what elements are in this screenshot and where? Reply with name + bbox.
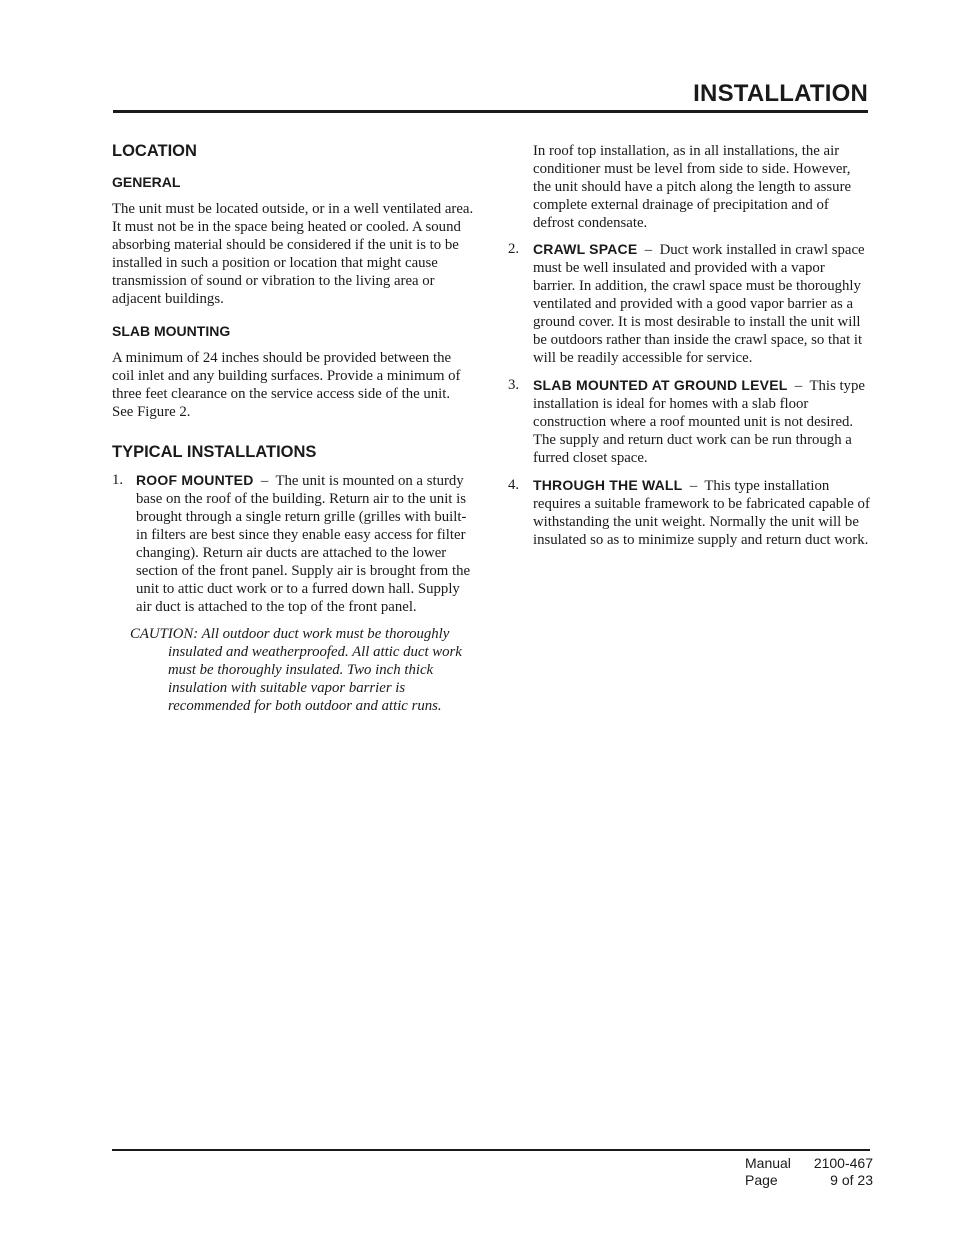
item-lead: THROUGH THE WALL — [533, 477, 683, 493]
list-number: 1. — [112, 472, 124, 488]
list-number: 3. — [508, 377, 520, 393]
page-number: 9 of 23 — [830, 1172, 873, 1188]
right-column — [508, 140, 870, 549]
manual-number: 2100-467 — [813, 1155, 873, 1171]
slab-mounting-heading: SLAB MOUNTING — [112, 323, 231, 339]
roof-continued-paragraph: In roof top installation, as in all installations, the air conditioner must be level from side to side. However, the unit should have a pitch along the length to assure complete external drainage of precipitation and of defrost condensate. — [533, 143, 852, 231]
page-label: Page — [745, 1172, 778, 1188]
manual-label: Manual — [745, 1155, 791, 1171]
page-title: INSTALLATION — [693, 80, 868, 107]
general-paragraph: The unit must be located outside, or in a well ventilated area. It must not be in the space being heated or cooled. A sound absorbing material should be considered if the unit is to be installed in such a position or location that might cause transmission of sound or vibration to the living area or adjacent buildings. — [112, 201, 474, 307]
item-text: This type installation requires a suitable framework to be fabricated capable of withstanding the unit weight. Normally the unit will be insulated so as to minimize supply and return duct work. — [533, 478, 870, 548]
list-item-crawl-space — [508, 240, 870, 367]
list-item-roof-mounted — [112, 471, 474, 616]
item-dash: – — [794, 378, 803, 394]
item-text: This type installation is ideal for homes with a slab floor construction where a roof mounted unit is not desired. The supply and return duct work can be run through a furred closet space. — [533, 378, 865, 466]
header-rule — [113, 110, 868, 113]
list-item-through-the-wall — [508, 476, 870, 549]
location-heading: LOCATION — [112, 142, 197, 160]
page-footer — [745, 1155, 873, 1189]
item-lead: ROOF MOUNTED — [136, 472, 254, 488]
left-column — [112, 140, 474, 715]
item-dash: – — [644, 242, 653, 258]
footer-manual-row — [745, 1155, 873, 1172]
list-item-slab-mounted — [508, 376, 870, 467]
list-number: 4. — [508, 477, 520, 493]
typical-installations-heading: TYPICAL INSTALLATIONS — [112, 443, 317, 461]
item-dash: – — [260, 473, 269, 489]
item-lead: CRAWL SPACE — [533, 241, 638, 257]
item-lead: SLAB MOUNTED AT GROUND LEVEL — [533, 377, 788, 393]
item-text: Duct work installed in crawl space must be well insulated and provided with a vapor barrier. In addition, the crawl space must be thoroughly ventilated and provided with a good vapor barrier as a ground cover. It is most desirable to install the unit will be outdoors rather than inside the crawl space, so that it will be readily accessible for service. — [533, 242, 865, 366]
slab-mounting-paragraph: A minimum of 24 inches should be provided between the coil inlet and any building surfaces. Provide a minimum of three feet clearance on the service access side of the unit. See Figure 2. — [112, 350, 461, 420]
footer-rule — [112, 1149, 870, 1151]
item-dash: – — [689, 478, 698, 494]
general-heading: GENERAL — [112, 174, 181, 190]
footer-page-row — [745, 1172, 873, 1189]
item-text: The unit is mounted on a sturdy base on the roof of the building. Return air to the unit is brought through a single return grille (grilles with built-in filters are best since they enable easy access for filter changing). Return air ducts are attached to the lower section of the front panel. Supply air is brought from the unit to attic duct work or to a furred down hall. Supply air duct is attached to the top of the front panel. — [136, 473, 471, 615]
list-number: 2. — [508, 241, 520, 257]
caution-note: CAUTION: All outdoor duct work must be thoroughly insulated and weatherproofed. All attic duct work must be thoroughly insulated. Two inch thick insulation with suitable vapor barrier is recommended for both outdoor and attic runs. — [130, 626, 462, 714]
